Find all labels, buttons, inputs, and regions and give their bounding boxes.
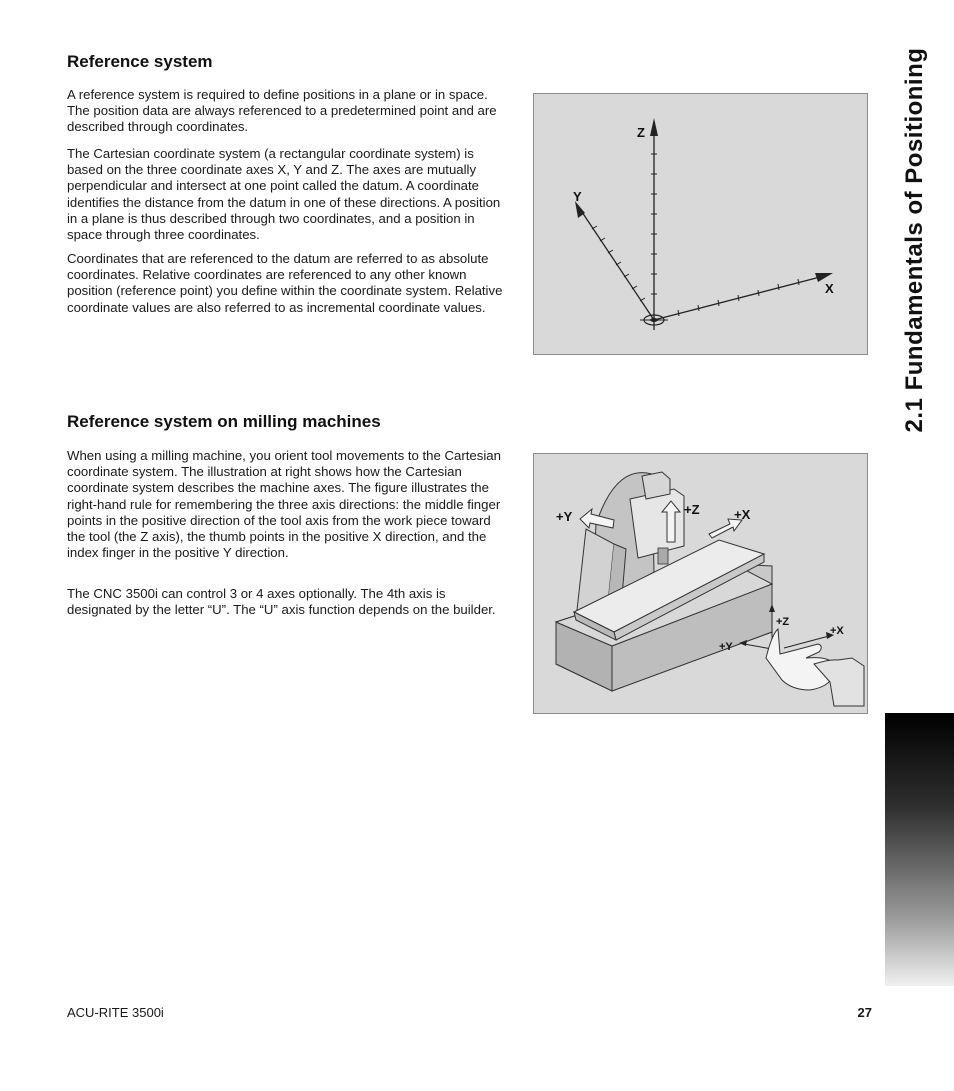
- paragraph: The Cartesian coordinate system (a rectangular coordinate system) is based on the three coordinate axes X, Y and Z. The axes are mutually perpendicular and intersect at one point called the datum. A coordinate identifies the distance from the datum in one of these directions. A position in a plane is thus described through two coordinates, and a position in space through three coordinates.: [67, 146, 501, 243]
- paragraph: When using a milling machine, you orient tool movements to the Cartesian coordinate system. The illustration at right shows how the Cartesian coordinate system describes the machine axes. The figure illustrates the right-hand rule for remembering the three axis directions: the middle finger points in the positive direction of the tool axis from the work piece toward the tool (the Z axis), the thumb points in the positive X direction, and the index finger in the positive Y direction.: [67, 448, 501, 561]
- hand-z-label: +Z: [776, 616, 790, 628]
- machine-z-label: +Z: [684, 502, 700, 517]
- page-number: 27: [857, 1005, 872, 1020]
- paragraph: A reference system is required to define positions in a plane or in space. The position data are always referenced to a predetermined point and are described through coordinates.: [67, 87, 497, 135]
- milling-machine-illustration: [534, 454, 867, 713]
- coordinate-axes-diagram: [534, 94, 867, 354]
- coordinate-system-figure: [533, 93, 868, 355]
- z-axis-arrow: [650, 118, 658, 136]
- z-axis-label: Z: [637, 125, 645, 140]
- y-axis-line: [578, 206, 654, 320]
- paragraph: The CNC 3500i can control 3 or 4 axes optionally. The 4th axis is designated by the letter “U”. The “U” axis function depends on the builder.: [67, 586, 496, 618]
- milling-machine-figure: [533, 453, 868, 714]
- x-axis-ticks: [678, 279, 799, 316]
- footer-product-name: ACU-RITE 3500i: [67, 1005, 164, 1020]
- y-axis-label: Y: [573, 189, 582, 204]
- paragraph: Coordinates that are referenced to the datum are referred to as absolute coordinates. Relative coordinates are referenced to any other known position (reference point) you define within the coordinate system. Relative coordinate values are also referred to as incremental coordinate values.: [67, 251, 503, 315]
- chapter-tab: [885, 713, 954, 986]
- chapter-title: 2.1 Fundamentals of Positioning: [901, 47, 928, 433]
- chapter-sidebar-title: [885, 40, 945, 440]
- y-axis-ticks: [592, 226, 645, 301]
- hand-y-label: +Y: [719, 641, 733, 653]
- machine-y-label: +Y: [556, 509, 573, 524]
- hand-x-label: +X: [830, 625, 844, 637]
- machine-x-label: +X: [734, 507, 751, 522]
- x-axis-label: X: [825, 281, 834, 296]
- section-heading-reference-system: Reference system: [67, 52, 213, 71]
- section-heading-milling-machines: Reference system on milling machines: [67, 412, 381, 431]
